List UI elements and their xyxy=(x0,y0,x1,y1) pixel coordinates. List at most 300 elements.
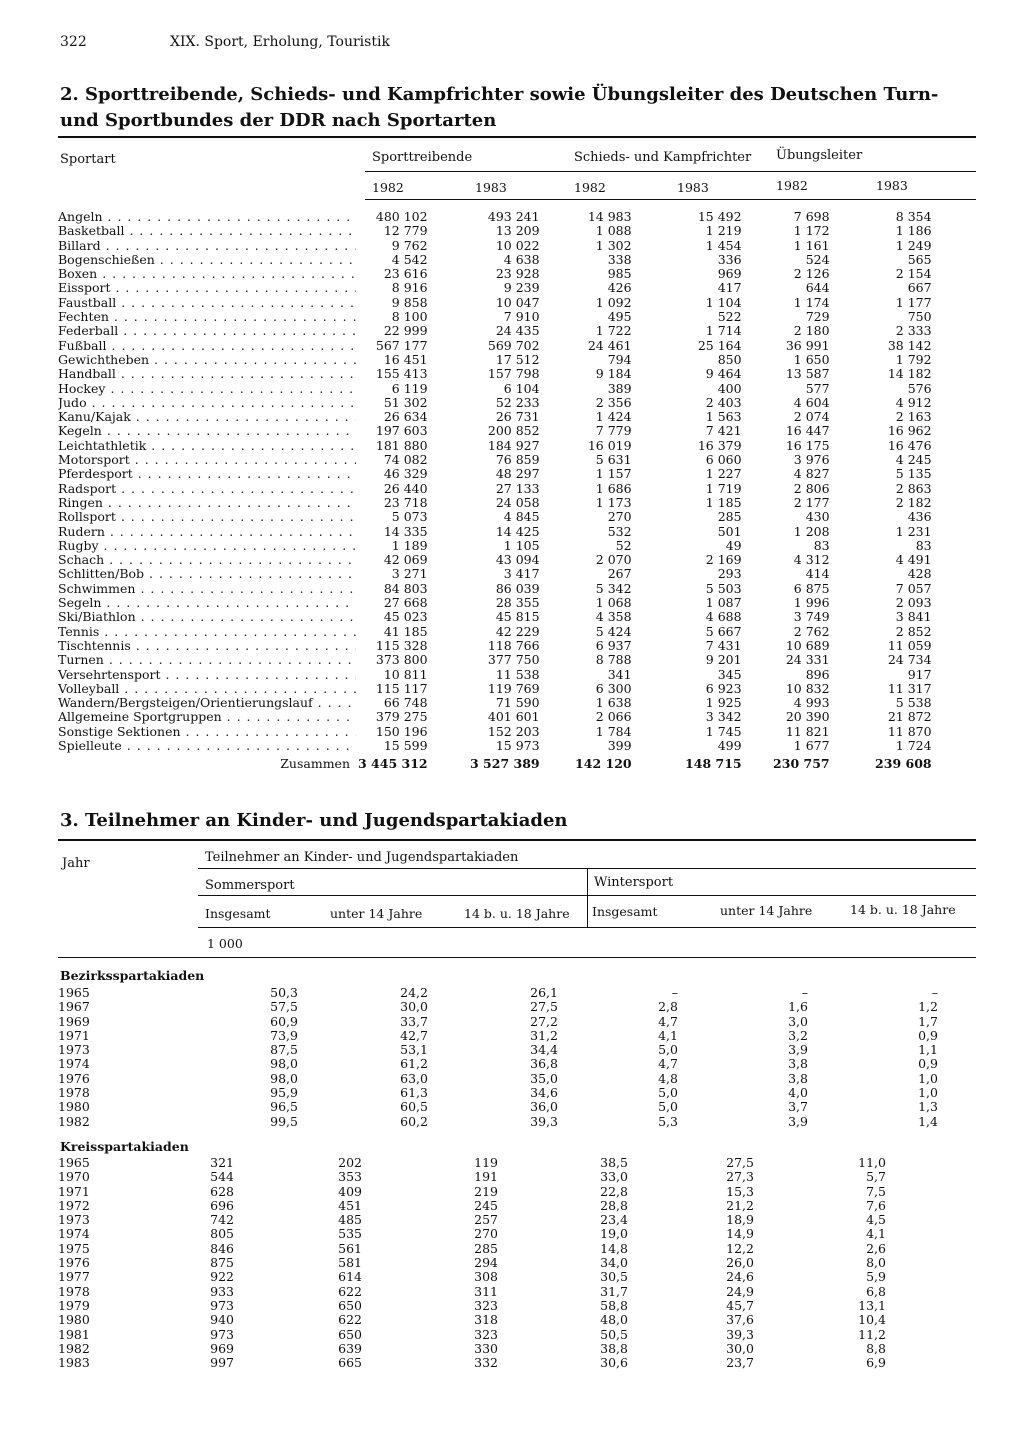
table-cell: 4 604 xyxy=(793,394,830,410)
table-cell: 10 047 xyxy=(495,294,540,310)
table-cell: 15 599 xyxy=(383,737,428,753)
table-cell: 1 172 xyxy=(793,223,830,239)
table-cell: 4 245 xyxy=(895,452,932,468)
table-cell: 2 163 xyxy=(895,409,932,425)
year-cell: 1971 xyxy=(58,1027,90,1043)
table1-year: 1982 xyxy=(574,180,606,195)
sport-name xyxy=(58,610,358,624)
table-cell: 846 xyxy=(210,1240,234,1256)
table-cell: 7 910 xyxy=(503,309,540,325)
table-cell: 1 173 xyxy=(595,494,632,510)
table-cell: 1 454 xyxy=(705,237,742,253)
table2-bezirk xyxy=(58,986,938,1129)
table-cell: 4,5 xyxy=(866,1212,886,1228)
table-cell: 21 872 xyxy=(887,709,932,725)
table-cell: 1 650 xyxy=(793,351,830,367)
sport-name xyxy=(58,710,358,724)
table-cell: 345 xyxy=(717,666,742,682)
table-cell: 341 xyxy=(607,666,632,682)
table-cell: 197 603 xyxy=(375,423,428,439)
table-cell: 13,1 xyxy=(858,1297,886,1313)
table-row xyxy=(58,682,932,696)
table-cell: 115 328 xyxy=(375,637,428,653)
table-cell: 524 xyxy=(805,251,830,267)
table-cell: 35,0 xyxy=(530,1070,558,1086)
table-cell: 13 209 xyxy=(495,223,540,239)
table-cell: 267 xyxy=(607,566,632,582)
year-cell: 1980 xyxy=(58,1099,90,1115)
year-cell: 1979 xyxy=(58,1297,90,1313)
table-cell: 4,1 xyxy=(866,1226,886,1242)
sport-name-text: Eissport . . . xyxy=(58,281,356,295)
table-cell: 33,7 xyxy=(400,1013,428,1029)
table-cell: 1 719 xyxy=(705,480,742,496)
table-cell: 544 xyxy=(210,1169,234,1185)
table-cell: 84 803 xyxy=(383,580,428,596)
table-cell: 1,3 xyxy=(918,1099,938,1115)
table-cell: 202 xyxy=(338,1155,362,1170)
table-cell: 1 105 xyxy=(503,537,540,553)
table-cell: 6 937 xyxy=(595,637,632,653)
table-cell: 5 667 xyxy=(705,623,742,639)
table-cell: 2 333 xyxy=(895,323,932,339)
year-cell: 1977 xyxy=(58,1269,90,1285)
sport-name xyxy=(58,296,358,310)
sport-name xyxy=(58,281,358,295)
sport-name xyxy=(58,439,358,453)
table1-title: 2. Sporttreibende, Schieds- und Kampfrichter sowie Übungsleiter des Deutschen Turn- und Sportbundes der DDR nach Sportarten xyxy=(60,84,939,131)
table-cell: 426 xyxy=(607,280,632,296)
table-cell: 57,5 xyxy=(270,999,298,1015)
table-cell: 2 177 xyxy=(793,494,830,510)
table-cell: 7 421 xyxy=(705,423,742,439)
table-cell: 2 762 xyxy=(793,623,830,639)
section-label-kreis: Kreisspartakiaden xyxy=(60,1139,189,1154)
table-cell: 8 788 xyxy=(595,652,632,668)
sport-name-text: Fechten . . . xyxy=(58,310,356,324)
table-cell: 16 379 xyxy=(697,437,742,453)
sport-name xyxy=(58,596,358,610)
running-head xyxy=(60,34,390,50)
table-cell: 5,7 xyxy=(866,1169,886,1185)
table-cell: 1,2 xyxy=(918,999,938,1015)
table-cell: 19,0 xyxy=(600,1226,628,1242)
table-cell: 3 841 xyxy=(895,609,932,625)
sport-name xyxy=(58,253,358,267)
table-cell: 73,9 xyxy=(270,1027,298,1043)
table-cell: 38,8 xyxy=(600,1340,628,1356)
table-cell: 38 142 xyxy=(887,337,932,353)
table-cell: 1 638 xyxy=(595,695,632,711)
table-cell: 50,5 xyxy=(600,1326,628,1342)
table-row xyxy=(58,281,932,295)
table-cell: 338 xyxy=(607,251,632,267)
table-row xyxy=(58,224,932,238)
table-cell: 535 xyxy=(338,1226,362,1242)
table-cell: 38,5 xyxy=(600,1155,628,1170)
table-cell: 1,1 xyxy=(918,1042,938,1058)
table-cell: 36,0 xyxy=(530,1099,558,1115)
table-cell: 6 104 xyxy=(503,380,540,396)
table-cell: 8 100 xyxy=(391,309,428,325)
sport-name-text: Handball . . . xyxy=(58,367,356,381)
table-cell: 3 342 xyxy=(705,709,742,725)
table2-col: 14 b. u. 18 Jahre xyxy=(850,902,956,917)
table-cell: 1,0 xyxy=(918,1085,938,1101)
table-cell: 184 927 xyxy=(487,437,540,453)
table-cell: 4,0 xyxy=(788,1085,808,1101)
table-cell: 565 xyxy=(907,251,932,267)
table-cell: 14 335 xyxy=(383,523,428,539)
table-cell: 0,9 xyxy=(918,1027,938,1043)
table-row xyxy=(58,1086,938,1100)
table-cell: 969 xyxy=(210,1340,234,1356)
table-cell: 16 451 xyxy=(383,351,428,367)
sport-name xyxy=(58,310,358,324)
table-cell: 63,0 xyxy=(400,1070,428,1086)
table1-group-sporttreibende: Sporttreibende xyxy=(372,150,473,165)
table-row xyxy=(58,496,932,510)
table-cell: 46 329 xyxy=(383,466,428,482)
sport-name-text: Leichtathletik . . . xyxy=(58,439,356,453)
table-cell: 41 185 xyxy=(383,623,428,639)
table-cell: 10 811 xyxy=(383,666,428,682)
table-cell: – xyxy=(931,985,938,1000)
table-cell: 1 677 xyxy=(793,737,830,753)
table-cell: 2 806 xyxy=(793,480,830,496)
table-cell: 2 169 xyxy=(705,552,742,568)
table-cell: 22,8 xyxy=(600,1183,628,1199)
table-cell: 997 xyxy=(210,1355,234,1371)
table2-title: 3. Teilnehmer an Kinder- und Jugendspartakiaden xyxy=(60,810,568,831)
year-cell: 1972 xyxy=(58,1197,90,1213)
table-cell: 23 718 xyxy=(383,494,428,510)
table-cell: 5,3 xyxy=(658,1113,678,1129)
table-row xyxy=(58,1057,938,1071)
table-cell: 86 039 xyxy=(495,580,540,596)
table-cell: 245 xyxy=(474,1197,498,1213)
table-cell: 353 xyxy=(338,1169,362,1185)
table-cell: 10 832 xyxy=(785,680,830,696)
table-row xyxy=(58,639,932,653)
table-cell: 4 993 xyxy=(793,695,830,711)
table-cell: – xyxy=(671,985,678,1000)
table-cell: 3,0 xyxy=(788,1013,808,1029)
table-cell: 4 542 xyxy=(391,251,428,267)
table1-top-rule xyxy=(58,136,976,138)
table-cell: 1 231 xyxy=(895,523,932,539)
sport-name xyxy=(58,725,358,739)
table2-kreis-body xyxy=(58,1156,886,1370)
table-cell: 42 229 xyxy=(495,623,540,639)
table-cell: 76 859 xyxy=(495,452,540,468)
table-cell: 493 241 xyxy=(487,209,540,224)
table-cell: 61,2 xyxy=(400,1056,428,1072)
table-cell: 96,5 xyxy=(270,1099,298,1115)
table2-rule xyxy=(198,927,976,928)
table-cell: 26 731 xyxy=(495,409,540,425)
table-cell: 26,0 xyxy=(726,1255,754,1271)
table-cell: 14 182 xyxy=(887,366,932,382)
sport-name xyxy=(58,239,358,253)
table-cell: 7,5 xyxy=(866,1183,886,1199)
table-cell: 1 088 xyxy=(595,223,632,239)
table-cell: 26 634 xyxy=(383,409,428,425)
sport-name xyxy=(58,539,358,553)
table-cell: 323 xyxy=(474,1326,498,1342)
total-label: Zusammen xyxy=(280,756,350,772)
sport-name xyxy=(58,424,358,438)
table-cell: 1 157 xyxy=(595,466,632,482)
table-cell: 2 070 xyxy=(595,552,632,568)
table-cell: 5,0 xyxy=(658,1042,678,1058)
table-row xyxy=(58,1170,886,1184)
table-cell: 37,6 xyxy=(726,1312,754,1328)
table-cell: 1 208 xyxy=(793,523,830,539)
table-cell: 1 925 xyxy=(705,695,742,711)
table-cell: 7,6 xyxy=(866,1197,886,1213)
table-row xyxy=(58,1000,938,1014)
sport-name-text: Allgemeine Sportgruppen . . . xyxy=(58,710,356,724)
total-cell: 239 608 xyxy=(875,756,932,772)
table-row xyxy=(58,696,932,710)
table-cell: 4 827 xyxy=(793,466,830,482)
table-cell: 27,5 xyxy=(530,999,558,1015)
table-cell: 66 748 xyxy=(383,695,428,711)
table-cell: 27,5 xyxy=(726,1155,754,1170)
sport-name xyxy=(58,739,358,753)
table-row xyxy=(58,353,932,367)
table-cell: 567 177 xyxy=(375,337,428,353)
sport-name xyxy=(58,367,358,381)
table-cell: 119 xyxy=(474,1155,498,1170)
table-cell: 794 xyxy=(607,351,632,367)
table-cell: 5 538 xyxy=(895,695,932,711)
table1-header-rule xyxy=(365,199,976,200)
table-cell: 16 019 xyxy=(587,437,632,453)
table2-col: 14 b. u. 18 Jahre xyxy=(464,906,570,921)
table-row xyxy=(58,410,932,424)
table-cell: 5 073 xyxy=(391,509,428,525)
sport-name xyxy=(58,396,358,410)
sport-name xyxy=(58,339,358,353)
table-cell: 922 xyxy=(210,1269,234,1285)
table-cell: 1 174 xyxy=(793,294,830,310)
table-cell: 24,2 xyxy=(400,985,428,1000)
table-cell: 3,7 xyxy=(788,1099,808,1115)
table-row xyxy=(58,439,932,453)
sport-name-text: Radsport . . . xyxy=(58,482,356,496)
table1-group-rule xyxy=(365,171,976,172)
table-cell: 8,8 xyxy=(866,1340,886,1356)
table-cell: 2,8 xyxy=(658,999,678,1015)
table-cell: 58,8 xyxy=(600,1297,628,1313)
table-cell: 5,0 xyxy=(658,1085,678,1101)
sport-name xyxy=(58,525,358,539)
table-cell: 219 xyxy=(474,1183,498,1199)
table2-header-rule xyxy=(58,957,976,958)
table-cell: 3,8 xyxy=(788,1056,808,1072)
table-row xyxy=(58,525,932,539)
table-cell: 98,0 xyxy=(270,1056,298,1072)
table-cell: 52 xyxy=(615,537,632,553)
table-cell: 15,3 xyxy=(726,1183,754,1199)
table-row xyxy=(58,1285,886,1299)
table-cell: 43 094 xyxy=(495,552,540,568)
table-cell: 200 852 xyxy=(487,423,540,439)
table-cell: 742 xyxy=(210,1212,234,1228)
table-row xyxy=(58,1029,938,1043)
sport-name-text: Faustball . . . xyxy=(58,296,356,310)
table-row xyxy=(58,253,932,267)
table-cell: 750 xyxy=(907,309,932,325)
table-cell: 973 xyxy=(210,1326,234,1342)
table-row xyxy=(58,339,932,353)
year-cell: 1965 xyxy=(58,1155,90,1170)
table-cell: 499 xyxy=(717,737,742,753)
table-cell: 34,0 xyxy=(600,1255,628,1271)
table-cell: 270 xyxy=(474,1226,498,1242)
sport-name xyxy=(58,482,358,496)
table-row xyxy=(58,1356,886,1370)
sport-name-text: Spielleute . . . xyxy=(58,739,356,753)
table1-year: 1983 xyxy=(677,180,709,195)
table-cell: 24 058 xyxy=(495,494,540,510)
table-row xyxy=(58,1072,938,1086)
table-row xyxy=(58,1313,886,1327)
table-cell: 293 xyxy=(717,566,742,582)
table-cell: 639 xyxy=(338,1340,362,1356)
sport-name xyxy=(58,510,358,524)
sport-name xyxy=(58,682,358,696)
table-cell: 1 189 xyxy=(391,537,428,553)
sport-name-text: Ringen . . . xyxy=(58,496,356,510)
table-cell: 11 059 xyxy=(887,637,932,653)
table-cell: 16 962 xyxy=(887,423,932,439)
table-cell: 3,2 xyxy=(788,1027,808,1043)
table-cell: 3 271 xyxy=(391,566,428,582)
table-cell: 5 342 xyxy=(595,580,632,596)
table-cell: 665 xyxy=(338,1355,362,1371)
table-cell: 5,0 xyxy=(658,1099,678,1115)
table-cell: 27,3 xyxy=(726,1169,754,1185)
table-cell: 11 538 xyxy=(495,666,540,682)
table-cell: 24 435 xyxy=(495,323,540,339)
table-cell: 414 xyxy=(805,566,830,582)
table-cell: 74 082 xyxy=(383,452,428,468)
sport-name xyxy=(58,625,358,639)
sport-name-text: Fußball . . . xyxy=(58,339,356,353)
table-cell: 4,7 xyxy=(658,1013,678,1029)
table-cell: 569 702 xyxy=(487,337,540,353)
table-cell: 11,2 xyxy=(858,1326,886,1342)
table-cell: 1 185 xyxy=(705,494,742,510)
table-cell: 83 xyxy=(813,537,830,553)
table-cell: 34,4 xyxy=(530,1042,558,1058)
table-cell: 7 431 xyxy=(705,637,742,653)
sport-name xyxy=(58,639,358,653)
sport-name-text: Billard . . . xyxy=(58,239,356,253)
table-row xyxy=(58,1156,886,1170)
table-cell: 11 870 xyxy=(887,723,932,739)
sport-name-text: Bogenschießen . . . xyxy=(58,253,356,267)
table-row xyxy=(58,539,932,553)
table-cell: 377 750 xyxy=(487,652,540,668)
table-cell: 9 858 xyxy=(391,294,428,310)
table-cell: 875 xyxy=(210,1255,234,1271)
table-cell: 8 916 xyxy=(391,280,428,296)
sport-name xyxy=(58,453,358,467)
year-cell: 1965 xyxy=(58,985,90,1000)
table-cell: 9 239 xyxy=(503,280,540,296)
table-cell: 98,0 xyxy=(270,1070,298,1086)
table-cell: 294 xyxy=(474,1255,498,1271)
sport-name-text: Wandern/Bergsteigen/Orientierungslauf . . . xyxy=(58,696,356,710)
table-cell: 5 503 xyxy=(705,580,742,596)
table-cell: 5 424 xyxy=(595,623,632,639)
table-cell: 45,7 xyxy=(726,1297,754,1313)
year-cell: 1982 xyxy=(58,1113,90,1129)
table-cell: 401 601 xyxy=(487,709,540,725)
table-cell: 6 060 xyxy=(705,452,742,468)
year-cell: 1974 xyxy=(58,1226,90,1242)
table2-col: Insgesamt xyxy=(592,904,658,919)
sport-name xyxy=(58,224,358,238)
sport-name xyxy=(58,567,358,581)
table-cell: 118 766 xyxy=(487,637,540,653)
table-cell: 577 xyxy=(805,380,830,396)
table-cell: 323 xyxy=(474,1297,498,1313)
table-cell: 1 714 xyxy=(705,323,742,339)
sport-name-text: Federball . . . xyxy=(58,324,356,338)
sport-name-text: Tennis . . . xyxy=(58,625,356,639)
total-cell: 148 715 xyxy=(685,756,742,772)
table-row xyxy=(58,1270,886,1284)
table-cell: 7 698 xyxy=(793,209,830,224)
sport-name-text: Rudern . . . xyxy=(58,525,356,539)
table-cell: 969 xyxy=(717,266,742,282)
table-cell: 2 154 xyxy=(895,266,932,282)
table-cell: 1 424 xyxy=(595,409,632,425)
table-cell: 23,4 xyxy=(600,1212,628,1228)
table-cell: 30,0 xyxy=(726,1340,754,1356)
year-cell: 1974 xyxy=(58,1056,90,1072)
sport-name-text: Schwimmen . . . xyxy=(58,582,356,596)
year-cell: 1976 xyxy=(58,1070,90,1086)
sport-name-text: Turnen . . . xyxy=(58,653,356,667)
table-cell: 21,2 xyxy=(726,1197,754,1213)
table-cell: 51 302 xyxy=(383,394,428,410)
table-row xyxy=(58,1213,886,1227)
year-cell: 1983 xyxy=(58,1355,90,1371)
table-cell: 1 792 xyxy=(895,351,932,367)
table-cell: 14,9 xyxy=(726,1226,754,1242)
table2-bezirk-body xyxy=(58,986,938,1129)
table-cell: 628 xyxy=(210,1183,234,1199)
table-cell: 1,7 xyxy=(918,1013,938,1029)
table-cell: 27 668 xyxy=(383,595,428,611)
table-cell: 16 175 xyxy=(785,437,830,453)
table-cell: 12,2 xyxy=(726,1240,754,1256)
sport-name xyxy=(58,653,358,667)
table-row xyxy=(58,582,932,596)
table-cell: 1 563 xyxy=(705,409,742,425)
year-cell: 1980 xyxy=(58,1312,90,1328)
sport-name-text: Motorsport . . . xyxy=(58,453,356,467)
table-cell: 17 512 xyxy=(495,351,540,367)
table-cell: 7 057 xyxy=(895,580,932,596)
table-cell: 2 356 xyxy=(595,394,632,410)
